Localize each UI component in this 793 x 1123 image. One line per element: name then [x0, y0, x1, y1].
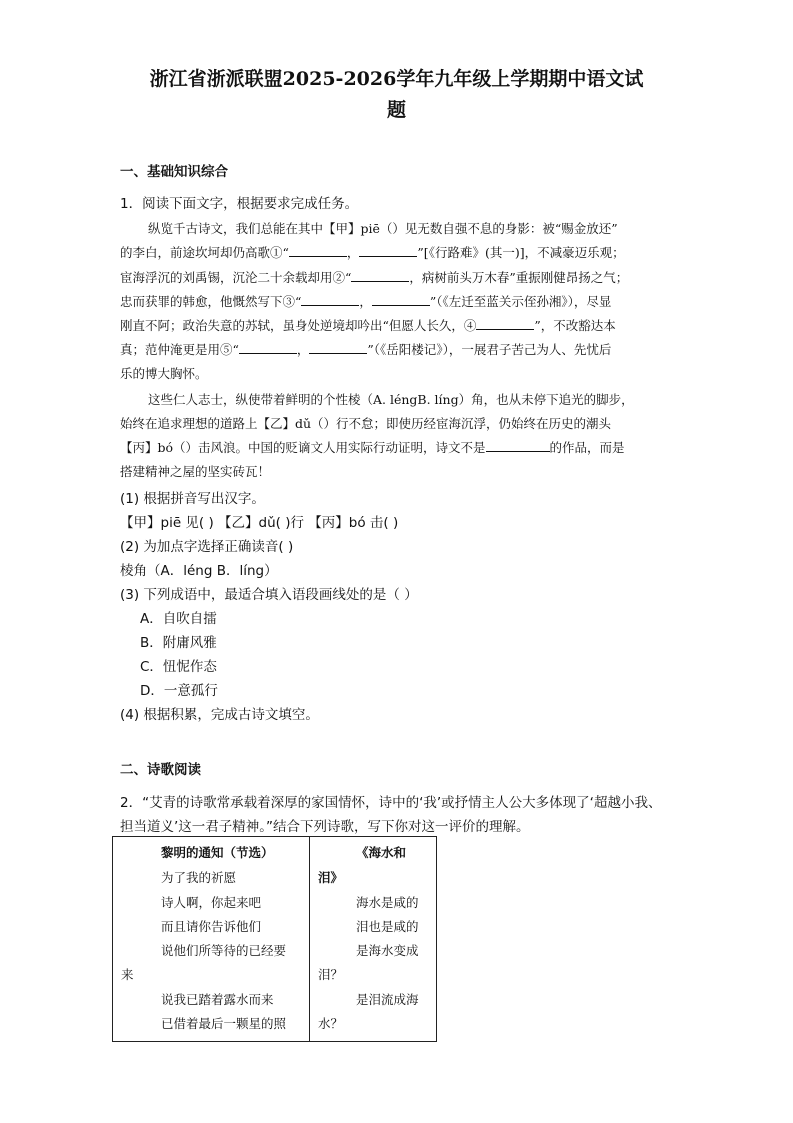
- poem-2-title-cont: 泪》: [318, 870, 344, 885]
- title-line-2: 题: [386, 99, 406, 121]
- passage-line: 宦海浮沉的刘禹锡，沉沦二十余载却用②“ ，病树前头万木春”重振刚健昂扬之气；: [120, 270, 629, 285]
- section-2-heading: 二、诗歌阅读: [120, 762, 201, 778]
- poem-2-line: 水？: [318, 1016, 344, 1031]
- poem-1-cell: [113, 837, 310, 1042]
- poem-2-line: 是泪流成海: [356, 992, 419, 1007]
- question-2-line-1: 2．“艾青的诗歌常承载着深厚的家国情怀，诗中的‘我’或抒情主人公大多体现了‘超越小我、: [120, 795, 662, 811]
- passage-line: 这些仁人志士，纵使带着鲜明的个性棱（A. léngB. líng）角，也从未停下追光的脚步，: [148, 392, 634, 407]
- title-line-1: 浙江省浙派联盟2025-2026学年九年级上学期期中语文试: [149, 68, 644, 90]
- sub-question-2: (2) 为加点字选择正确读音( ): [120, 539, 294, 555]
- section-1-heading: 一、基础知识综合: [120, 164, 228, 180]
- poem-1-line: 而且请你告诉他们: [161, 919, 262, 934]
- sub-question-1: (1) 根据拼音写出汉字。: [120, 491, 265, 507]
- poem-1-line: 为了我的祈愿: [161, 870, 237, 885]
- poem-table: [112, 836, 437, 1042]
- passage-line: 搭建精神之屋的坚实砖瓦！: [120, 464, 271, 479]
- poem-2-line: 泪？: [318, 967, 344, 982]
- poem-2-line: 泪也是咸的: [356, 919, 419, 934]
- blank-5a[interactable]: [239, 341, 297, 354]
- poem-2-title: 《海水和: [356, 845, 407, 860]
- passage-line: 【丙】bó（）击风浪。中国的贬谪文人用实际行动证明，诗文不是 的作品，而是: [120, 440, 625, 455]
- poem-1-line: 说他们所等待的已经要: [161, 943, 287, 958]
- option-c[interactable]: C．忸怩作态: [140, 659, 217, 675]
- blank-3a[interactable]: [301, 293, 359, 306]
- option-d[interactable]: D．一意孤行: [140, 683, 218, 699]
- passage-line: 始终在追求理想的道路上【乙】dǔ（）行不怠；即使历经宦海沉浮，仍始终在历史的潮头: [120, 416, 612, 431]
- blank-4[interactable]: [476, 317, 534, 330]
- blank-3b[interactable]: [372, 293, 430, 306]
- sub-question-2-choices: 棱角（A．léng B．líng）: [120, 563, 278, 579]
- passage-line: 的李白，前途坎坷却仍高歌①“ ， ”[《行路难》(其一)]，不减豪迈乐观；: [120, 245, 625, 260]
- passage-line: 真；范仲淹更是用⑤“ ， ”（《岳阳楼记》），一展君子苦己为人、先忧后: [120, 342, 612, 357]
- question-1-stem: 1．阅读下面文字，根据要求完成任务。: [120, 196, 359, 212]
- option-b[interactable]: B．附庸风雅: [140, 635, 217, 651]
- poem-1-line: 说我已踏着露水而来: [161, 992, 274, 1007]
- document-title: [60, 64, 733, 126]
- blank-1a[interactable]: [289, 244, 347, 257]
- blank-2[interactable]: [351, 269, 409, 282]
- passage-line: 乐的博大胸怀。: [120, 366, 208, 381]
- underline-blank[interactable]: [486, 439, 550, 452]
- poem-1-line: 来: [121, 967, 134, 982]
- passage-line: 刚直不阿；政治失意的苏轼，虽身处逆境却吟出“但愿人长久，④ ”，不改豁达本: [120, 318, 616, 333]
- passage-line: 纵览千古诗文，我们总能在其中【甲】piē（）见无数自强不息的身影：被“赐金放还”: [148, 221, 618, 236]
- blank-5b[interactable]: [309, 341, 367, 354]
- poem-1-title: 黎明的通知（节选）: [161, 845, 274, 860]
- option-a[interactable]: A．自吹自擂: [140, 611, 217, 627]
- passage-line: 忠而获罪的韩愈，他慨然写下③“ ， ”（《左迁至蓝关示侄孙湘》），尽显: [120, 294, 612, 309]
- poem-2-cell: [310, 837, 437, 1042]
- sub-question-3: (3) 下列成语中，最适合填入语段画线处的是（ ）: [120, 587, 418, 603]
- poem-2-line: 海水是咸的: [356, 895, 419, 910]
- sub-question-4: (4) 根据积累，完成古诗文填空。: [120, 707, 319, 723]
- blank-1b[interactable]: [359, 244, 417, 257]
- poem-1-line: 诗人啊，你起来吧: [161, 895, 262, 910]
- poem-2-line: 是海水变成: [356, 943, 419, 958]
- question-2-line-2: 担当道义’这一君子精神。”结合下列诗歌，写下你对这一评价的理解。: [120, 819, 530, 835]
- poem-1-line: 已借着最后一颗星的照: [161, 1016, 287, 1031]
- sub-question-1-answers: 【甲】piē 见( ) 【乙】dǔ( )行 【丙】bó 击( ): [120, 515, 399, 531]
